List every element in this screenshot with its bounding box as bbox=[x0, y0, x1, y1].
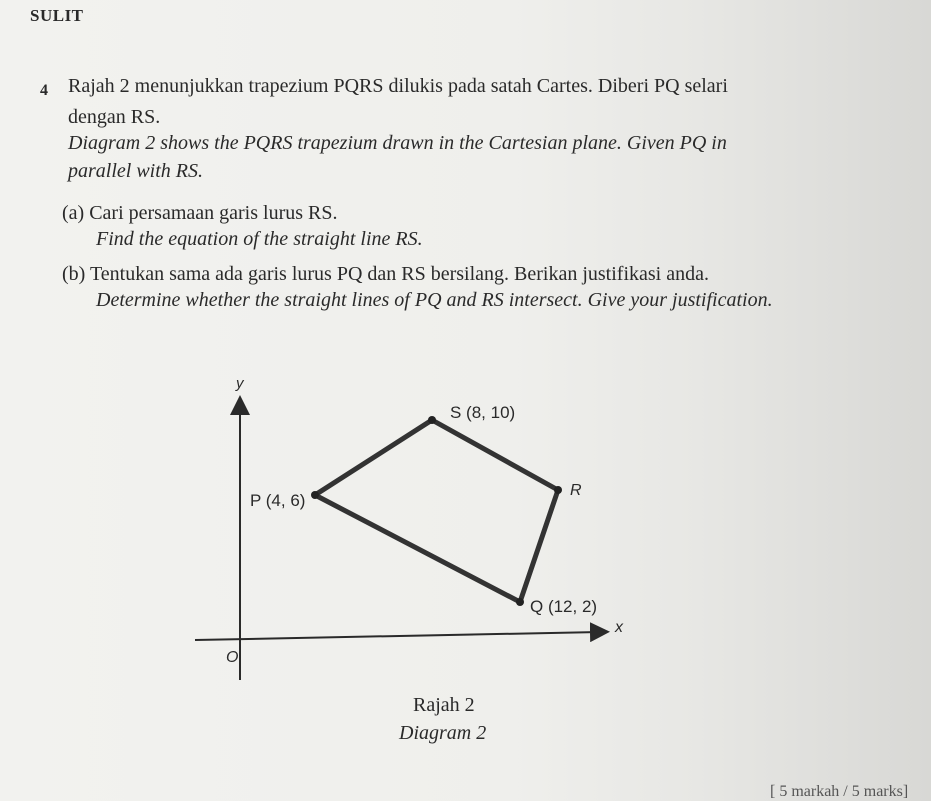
page-header-label: SULIT bbox=[30, 6, 84, 25]
part-b-ms: (b) Tentukan sama ada garis lurus PQ dan RS bersilang. Berikan justifikasi anda. bbox=[62, 263, 709, 285]
trapezium-pqrs bbox=[315, 420, 558, 602]
y-axis-label: y bbox=[236, 375, 244, 392]
vertex-p-label: P (4, 6) bbox=[250, 491, 306, 510]
vertex-r bbox=[554, 486, 562, 494]
vertex-s bbox=[428, 416, 436, 424]
question-number: 4 bbox=[40, 82, 48, 99]
question-intro-en-line1: Diagram 2 shows the PQRS trapezium drawn in the Cartesian plane. Given PQ in bbox=[68, 132, 727, 154]
vertex-q bbox=[516, 598, 524, 606]
vertex-q-label: Q (12, 2) bbox=[530, 597, 598, 616]
x-axis-label: x bbox=[615, 619, 623, 636]
vertex-r-label: R bbox=[570, 482, 582, 499]
origin-label: O bbox=[226, 649, 239, 666]
diagram-caption-en: Diagram 2 bbox=[399, 722, 487, 744]
question-intro-ms-line2: dengan RS. bbox=[68, 106, 161, 128]
diagram-caption-ms: Rajah 2 bbox=[413, 694, 475, 716]
part-a-en: Find the equation of the straight line RS. bbox=[96, 228, 423, 250]
part-b-en: Determine whether the straight lines of PQ and RS intersect. Give your justification. bbox=[96, 289, 773, 311]
question-intro-en-line2: parallel with RS. bbox=[68, 160, 203, 182]
x-axis bbox=[195, 632, 600, 640]
question-intro-ms-line1: Rajah 2 menunjukkan trapezium PQRS dilukis pada satah Cartes. Diberi PQ selari bbox=[68, 75, 728, 97]
vertex-p bbox=[311, 491, 319, 499]
marks-label: [ 5 markah / 5 marks] bbox=[770, 783, 909, 800]
vertex-s-label: S (8, 10) bbox=[450, 403, 516, 422]
part-a-ms: (a) Cari persamaan garis lurus RS. bbox=[62, 202, 338, 224]
